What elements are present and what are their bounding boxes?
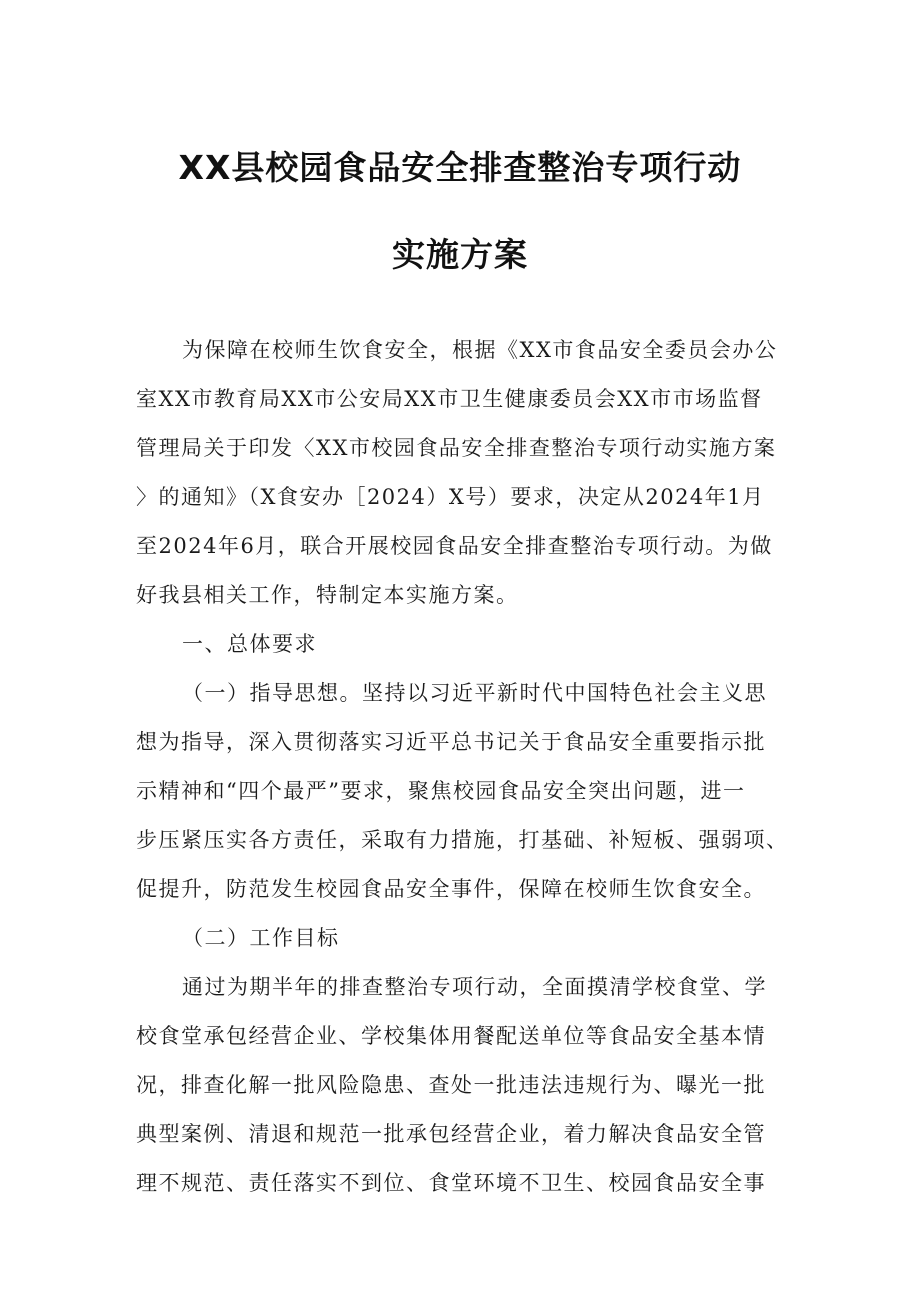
body-line: 步压紧压实各方责任，采取有力措施，打基础、补短板、强弱项、 — [136, 828, 789, 852]
body-line: 管理局关于印发〈XX市校园食品安全排查整治专项行动实施方案 — [136, 436, 777, 460]
body-line: 至2024年6月，联合开展校园食品安全排查整治专项行动。为做 — [136, 534, 773, 558]
body-line: 为保障在校师生饮食安全，根据《XX市食品安全委员会办公 — [182, 338, 778, 362]
body-line: 促提升，防范发生校园食品安全事件，保障在校师生饮食安全。 — [136, 877, 766, 901]
body-line: 〉的通知》（X食安办［2024）X号）要求，决定从2024年1月 — [136, 485, 765, 509]
body-line: 通过为期半年的排查整治专项行动，全面摸清学校食堂、学 — [182, 975, 767, 999]
document-title-line-2: 实施方案 — [392, 235, 528, 274]
body-line: 况，排查化解一批风险隐患、查处一批违法违规行为、曝光一批 — [136, 1073, 766, 1097]
body-line: 想为指导，深入贯彻落实习近平总书记关于食品安全重要指示批 — [136, 730, 766, 754]
body-line: 示精神和“四个最严”要求，聚焦校园食品安全突出问题，进一 — [136, 779, 746, 803]
subsection-heading: （二）工作目标 — [182, 926, 340, 950]
body-line: 典型案例、清退和规范一批承包经营企业，着力解决食品安全管 — [136, 1122, 766, 1146]
section-heading: 一、总体要求 — [182, 632, 317, 656]
body-line: 好我县相关工作，特制定本实施方案。 — [136, 583, 519, 607]
document-title-line-1: XX县校园食品安全排查整治专项行动 — [178, 148, 742, 187]
body-line: 理不规范、责任落实不到位、食堂环境不卫生、校园食品安全事 — [136, 1171, 766, 1195]
body-line: （一）指导思想。坚持以习近平新时代中国特色社会主义思 — [182, 681, 767, 705]
body-line: 室XX市教育局XX市公安局XX市卫生健康委员会XX市市场监督 — [136, 387, 763, 411]
body-line: 校食堂承包经营企业、学校集体用餐配送单位等食品安全基本情 — [136, 1024, 766, 1048]
